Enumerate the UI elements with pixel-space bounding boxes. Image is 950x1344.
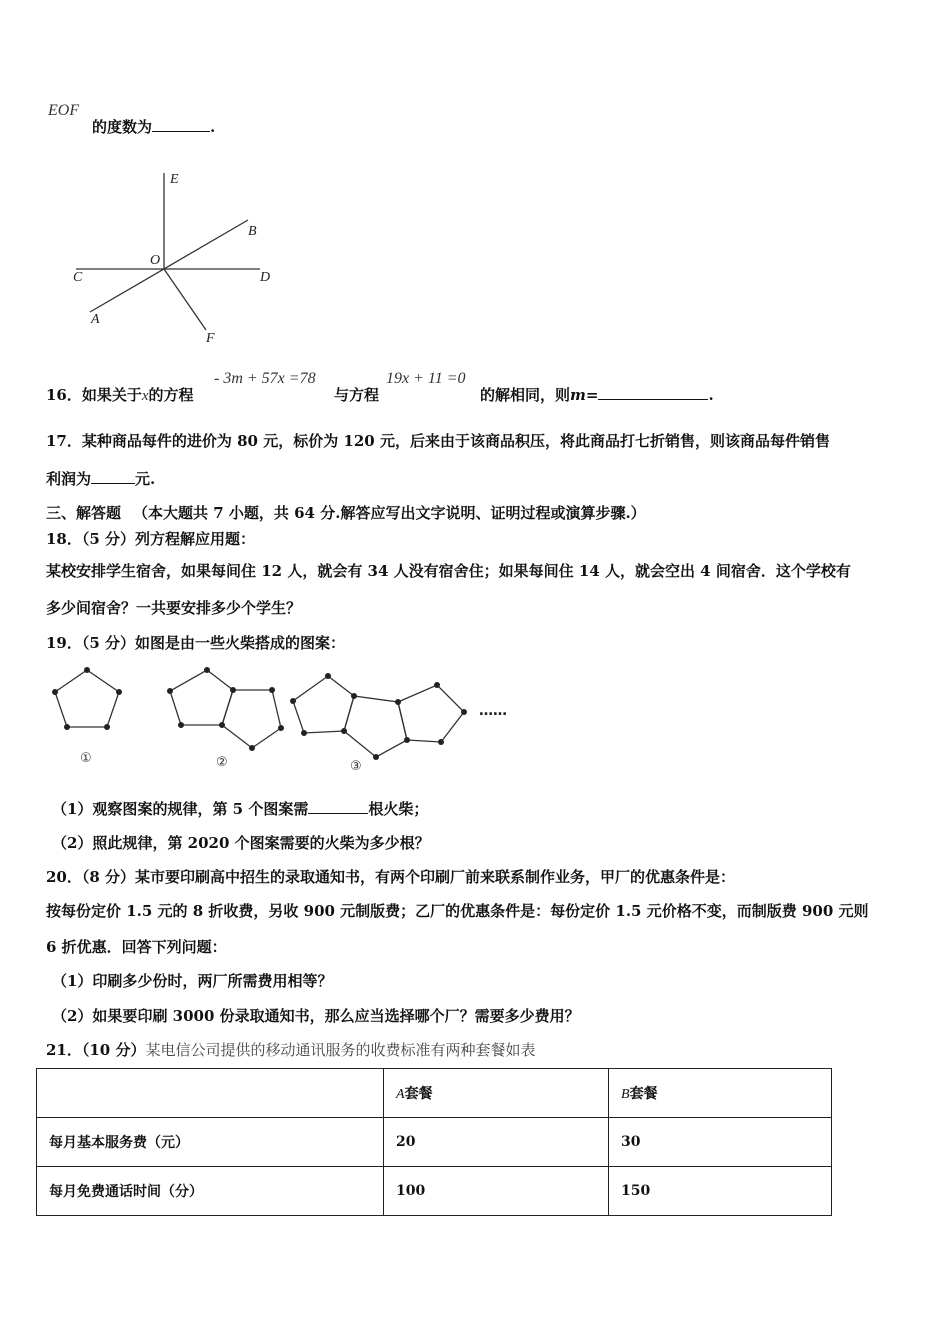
q16-var-x: x: [141, 388, 149, 404]
q19-p1a: （1）观察图案的规律，第 5 个图案需: [52, 800, 309, 818]
q16-answer-blank: [598, 385, 708, 400]
section3-title: 三、解答题: [46, 504, 122, 522]
header-package-b: [609, 1069, 832, 1118]
equation-1: - 3m + 57x =78: [214, 370, 316, 387]
line-of: [164, 269, 206, 330]
q16-num: 16．如果关于: [46, 386, 142, 404]
line-ab: [90, 220, 248, 312]
continuation-dots: ……: [479, 703, 507, 719]
q21-desc: 某电信公司提供的移动通讯服务的收费标准有两种套餐如表: [145, 1041, 536, 1059]
q20-title: 20．（8 分）某市要印刷高中招生的录取通知书，有两个印刷厂前来联系制作业务，甲厂的优惠条件是：: [46, 868, 736, 886]
header-empty-cell: [37, 1069, 384, 1118]
q16-text: [46, 384, 194, 405]
q19-part1: [52, 798, 428, 819]
q16-mid2: 与方程: [334, 386, 380, 404]
q19-title: 19．（5 分）如图是由一些火柴搭成的图案：: [46, 634, 346, 652]
cell-a: 100: [384, 1167, 609, 1216]
cell-b: 30: [609, 1118, 832, 1167]
pentagon-3b: [344, 696, 407, 757]
eof-angle: EOF: [48, 102, 80, 119]
section3-desc: （本大题共 7 小题，共 64 分.解答应写出文字说明、证明过程或演算步骤.）: [133, 504, 646, 522]
package-table: [36, 1068, 832, 1216]
label-b: B: [248, 224, 257, 239]
q21-num: 21．（10 分）: [46, 1041, 146, 1059]
q17-line2b: 元.: [135, 470, 156, 488]
q16-mid3: 的解相同，则: [480, 386, 571, 404]
q20-line1: 按每份定价 1.5 元的 8 折收费，另收 900 元制版费；乙厂的优惠条件是：每份定价 1.5 元价格不变，而制版费 900 元则: [46, 902, 869, 920]
q16-mid1: 的方程: [148, 386, 194, 404]
pentagon-1: [55, 670, 119, 727]
label-a: A: [91, 312, 100, 327]
label-f: F: [206, 331, 215, 346]
q19-part2: （2）照此规律，第 2020 个图案需要的火柴为多少根？: [52, 834, 430, 852]
q18-line1: 某校安排学生宿舍，如果每间住 12 人，就会有 34 人没有宿舍住；如果每间住 14 人，就会空出 4 间宿舍．这个学校有: [46, 562, 851, 580]
cell-b: 150: [609, 1167, 832, 1216]
package-a-letter: A: [396, 1087, 405, 1102]
pentagon-2a: [170, 670, 233, 725]
package-a-text: 套餐: [404, 1086, 433, 1102]
q20-part2: （2）如果要印刷 3000 份录取通知书，那么应当选择哪个厂？需要多少费用？: [52, 1007, 580, 1025]
q19-p1b: 根火柴；: [368, 800, 429, 818]
q16-end: .: [708, 386, 714, 404]
figure-label-1: ①: [80, 751, 92, 766]
q19-answer-blank: [308, 799, 368, 814]
label-d: D: [260, 270, 271, 285]
q15-suffix: 的度数为: [92, 118, 153, 136]
header-package-a: [384, 1069, 609, 1118]
pentagon-2b: [222, 690, 281, 748]
row-label: 每月免费通话时间（分）: [37, 1167, 384, 1216]
q17-answer-blank: [91, 469, 135, 484]
q16-m: m=: [570, 386, 599, 404]
q17-line2: [46, 468, 155, 489]
q17-line1: 17．某种商品每件的进价为 80 元，标价为 120 元，后来由于该商品积压，将此商品打七折销售，则该商品每件销售: [46, 432, 830, 450]
q18-title: 18．（5 分）列方程解应用题：: [46, 530, 256, 548]
q15-answer-blank: [152, 117, 210, 132]
label-o: O: [150, 253, 161, 268]
cell-a: 20: [384, 1118, 609, 1167]
table-header-row: [37, 1069, 832, 1118]
package-b-letter: B: [621, 1087, 630, 1102]
q21-text: [46, 1039, 536, 1060]
q20-part1: （1）印刷多少份时，两厂所需费用相等？: [52, 972, 333, 990]
q16-tail: [480, 384, 714, 405]
package-b-text: 套餐: [629, 1086, 658, 1102]
equation-2: 19x + 11 =0: [386, 370, 466, 387]
q15-end: .: [210, 118, 216, 136]
figure-label-2: ②: [216, 755, 228, 770]
table-row: [37, 1167, 832, 1216]
row-label: 每月基本服务费（元）: [37, 1118, 384, 1167]
label-c: C: [73, 270, 83, 285]
figure-label-3: ③: [350, 759, 362, 774]
pentagon-3a: [293, 676, 354, 733]
angle-figure: [60, 165, 290, 350]
q20-line2: 6 折优惠．回答下列问题：: [46, 938, 227, 956]
matchstick-figures: [40, 660, 530, 775]
q17-line2a: 利润为: [46, 470, 92, 488]
section3-heading: [46, 502, 646, 523]
pentagon-3c: [398, 685, 464, 742]
q18-line2: 多少间宿舍？一共要安排多少个学生？: [46, 599, 302, 617]
label-e: E: [170, 172, 179, 187]
table-row: [37, 1118, 832, 1167]
q15-text: [92, 116, 215, 137]
